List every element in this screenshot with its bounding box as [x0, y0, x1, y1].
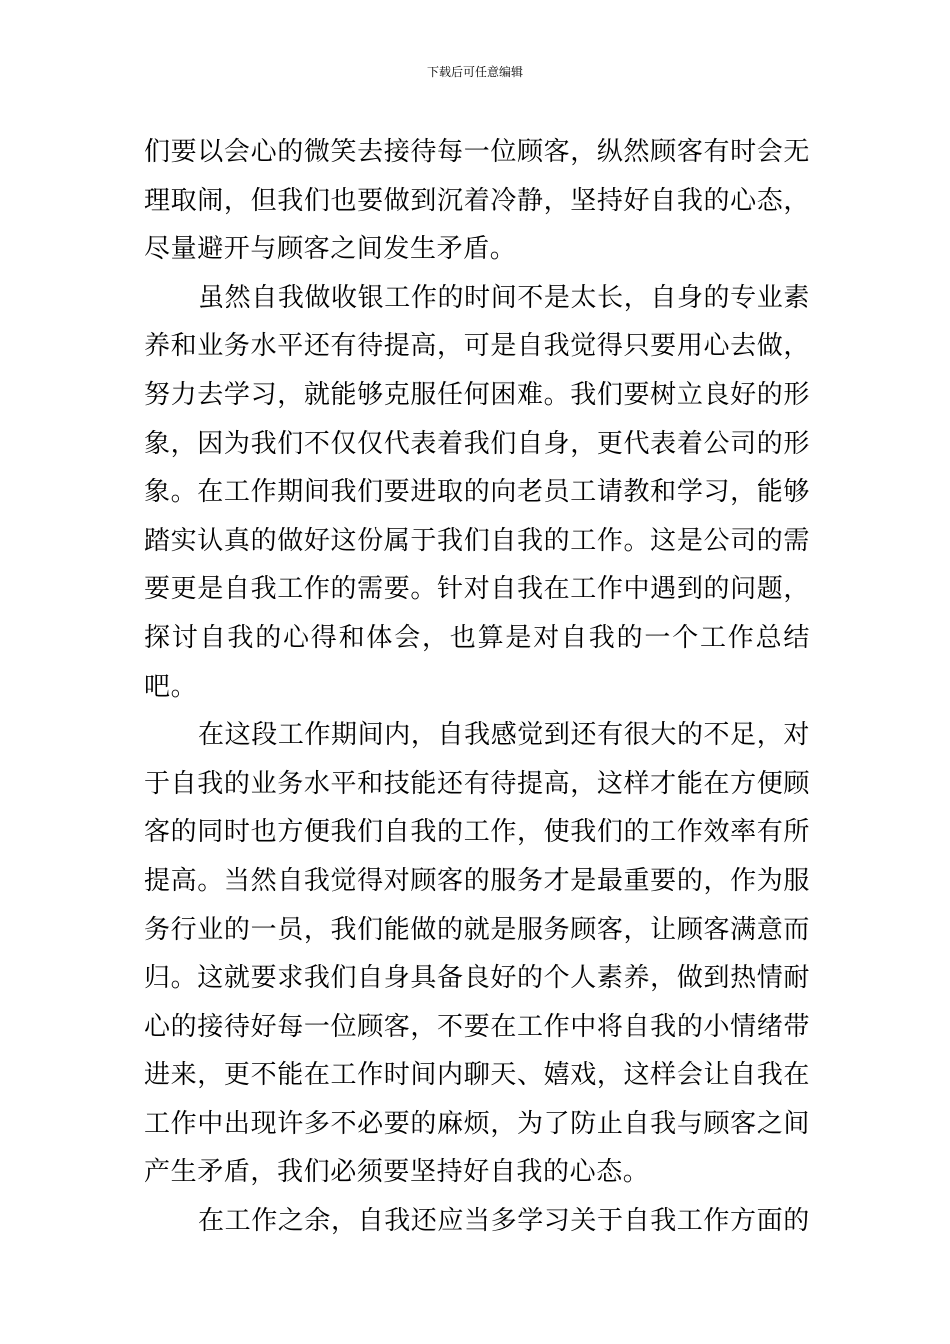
paragraph-2: 虽然自我做收银工作的时间不是太长，自身的专业素养和业务水平还有待提高，可是自我觉得只要用心去做，努力去学习，就能够克服任何困难。我们要树立良好的形象，因为我们不仅仅代表着我们自身，更代表着公司的形象。在工作期间我们要进取的向老员工请教和学习，能够踏实认真的做好这份属于我们自我的工作。这是公司的需要更是自我工作的需要。针对自我在工作中遇到的问题，探讨自我的心得和体会，也算是对自我的一个工作总结吧。 — [144, 282, 810, 702]
paragraph-3: 在这段工作期间内，自我感觉到还有很大的不足，对于自我的业务水平和技能还有待提高，这样才能在方便顾客的同时也方便我们自我的工作，使我们的工作效率有所提高。当然自我觉得对顾客的服务才是最重要的，作为服务行业的一员，我们能做的就是服务顾客，让顾客满意而归。这就要求我们自身具备良好的个人素养，做到热情耐心的接待好每一位顾客，不要在工作中将自我的小情绪带进来，更不能在工作时间内聊天、嬉戏，这样会让自我在工作中出现许多不必要的麻烦，为了防止自我与顾客之间产生矛盾，我们必须要坚持好自我的心态。 — [144, 720, 810, 1188]
document-body — [144, 128, 810, 1246]
paragraph-1: 们要以会心的微笑去接待每一位顾客，纵然顾客有时会无理取闹，但我们也要做到沉着冷静，坚持好自我的心态，尽量避开与顾客之间发生矛盾。 — [144, 137, 810, 265]
page-header: 下载后可任意编辑 — [426, 65, 523, 79]
paragraph-4: 在工作之余，自我还应当多学习关于自我工作方面的 — [198, 1206, 810, 1237]
